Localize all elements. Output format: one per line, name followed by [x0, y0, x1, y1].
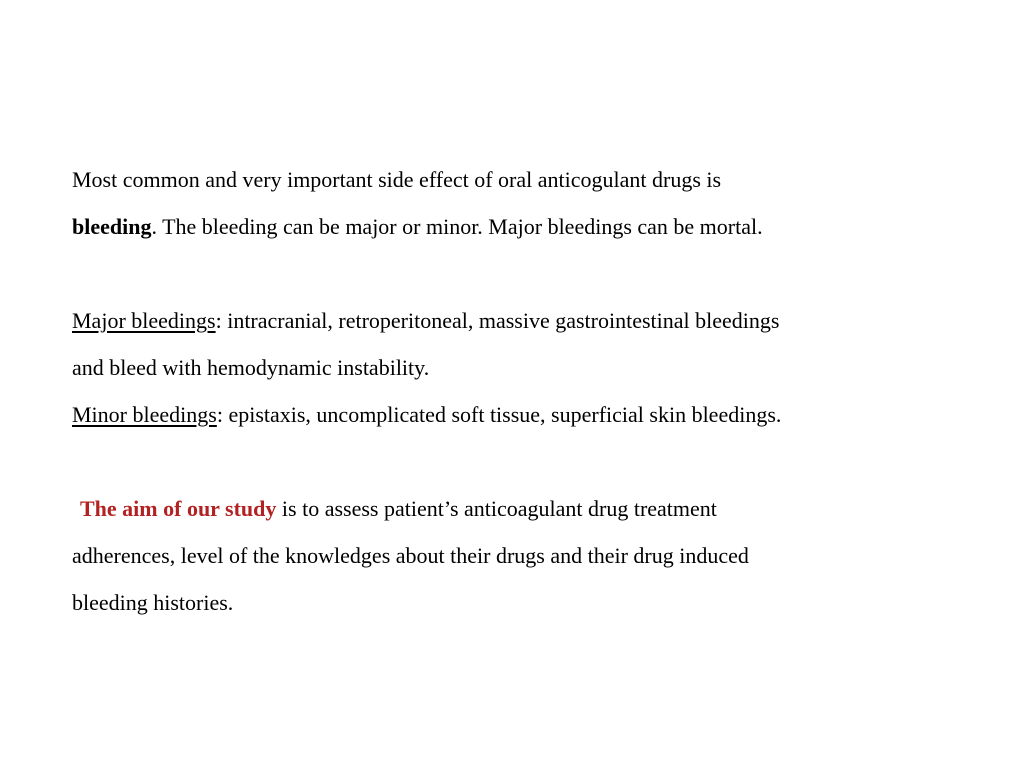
- major-bleedings-list: : intracranial, retroperitoneal, massive gastrointestinal bleedings: [215, 308, 780, 333]
- intro-text: Most common and very important side effect of oral anticogulant drugs is: [72, 167, 722, 192]
- aim-text: is to assess patient’s anticoagulant drug treatment: [276, 496, 717, 521]
- aim-text-continued: adherences, level of the knowledges about their drugs and their drug induced: [72, 543, 749, 568]
- major-bleedings-list-continued: and bleed with hemodynamic instability.: [72, 355, 430, 380]
- aim-highlight: The aim of our study: [80, 496, 277, 521]
- minor-bleedings-label: Minor bleedings: [72, 402, 217, 427]
- bleeding-keyword: bleeding: [72, 214, 152, 239]
- minor-bleedings-line: [72, 395, 952, 442]
- intro-line-2: [72, 207, 952, 254]
- paragraph-gap: [72, 254, 952, 301]
- intro-text-continued: . The bleeding can be major or minor. Major bleedings can be mortal.: [151, 214, 763, 239]
- aim-text-end: bleeding histories.: [72, 590, 234, 615]
- major-bleedings-label: Major bleedings: [72, 308, 216, 333]
- aim-line-3: [72, 583, 952, 630]
- major-bleedings-line-2: [72, 348, 952, 395]
- aim-line-1: [72, 489, 952, 536]
- major-bleedings-line-1: [72, 301, 952, 348]
- aim-line-2: [72, 536, 952, 583]
- minor-bleedings-list: : epistaxis, uncomplicated soft tissue, superficial skin bleedings.: [216, 402, 782, 427]
- slide-text-block: [72, 160, 952, 630]
- paragraph-gap: [72, 442, 952, 489]
- intro-line-1: [72, 160, 952, 207]
